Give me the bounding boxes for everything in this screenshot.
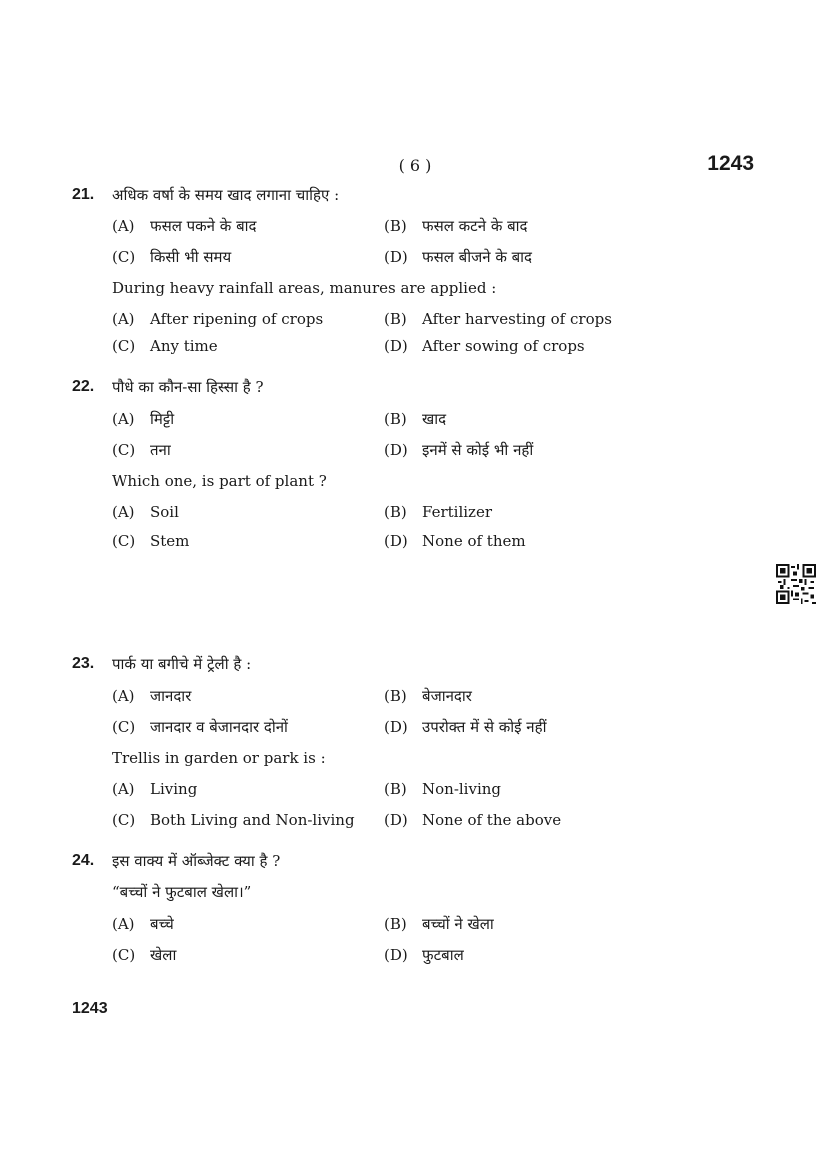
option-b-hindi xyxy=(384,409,446,429)
option-label: (D) xyxy=(384,946,408,964)
option-label: (A) xyxy=(112,915,135,933)
option-d-english xyxy=(384,531,526,551)
question-number: 22. xyxy=(72,378,95,395)
option-a-english xyxy=(112,502,179,522)
option-text: फसल पकने के बाद xyxy=(150,217,257,235)
option-label: (A) xyxy=(112,503,135,521)
paper-code-header: 1243 xyxy=(707,152,754,175)
option-c-hindi xyxy=(112,717,288,737)
option-label: (B) xyxy=(384,217,407,235)
option-b-hindi xyxy=(384,216,528,236)
option-label: (A) xyxy=(112,410,135,428)
option-text: खाद xyxy=(422,410,447,428)
option-text: खेला xyxy=(150,946,177,964)
option-d-hindi xyxy=(384,945,464,965)
option-label: (D) xyxy=(384,718,408,736)
option-text: Any time xyxy=(150,337,218,355)
option-label: (D) xyxy=(384,532,408,550)
option-text: Stem xyxy=(150,532,190,550)
option-label: (D) xyxy=(384,248,408,266)
option-c-hindi xyxy=(112,440,171,460)
option-text: After harvesting of crops xyxy=(422,310,612,328)
option-text: Living xyxy=(150,780,198,798)
option-text: Non-living xyxy=(422,780,502,798)
question-number: 21. xyxy=(72,186,95,203)
qr-code-icon xyxy=(776,564,816,604)
question-english: Which one, is part of plant ? xyxy=(112,472,327,490)
option-text: फसल कटने के बाद xyxy=(422,217,528,235)
option-d-hindi xyxy=(384,247,532,267)
option-b-english xyxy=(384,502,492,522)
option-label: (C) xyxy=(112,811,136,829)
option-label: (C) xyxy=(112,337,136,355)
option-c-english xyxy=(112,810,355,830)
option-text: Both Living and Non-living xyxy=(150,811,355,829)
question-number: 23. xyxy=(72,655,95,672)
option-a-english xyxy=(112,779,197,799)
question-hindi: पार्क या बगीचे में ट्रेली है : xyxy=(112,655,252,673)
option-text: बच्चों ने खेला xyxy=(422,915,494,933)
option-b-hindi xyxy=(384,914,494,934)
question-english: Trellis in garden or park is : xyxy=(112,749,326,767)
option-text: फसल बीजने के बाद xyxy=(422,248,533,266)
option-label: (D) xyxy=(384,811,408,829)
option-text: मिट्टी xyxy=(150,410,175,428)
option-a-hindi xyxy=(112,686,191,706)
option-text: जानदार xyxy=(150,687,192,705)
option-b-hindi xyxy=(384,686,472,706)
option-label: (B) xyxy=(384,410,407,428)
option-d-hindi xyxy=(384,440,533,460)
option-text: उपरोक्त में से कोई नहीं xyxy=(422,718,547,736)
option-c-hindi xyxy=(112,247,231,267)
option-label: (C) xyxy=(112,946,136,964)
option-label: (A) xyxy=(112,780,135,798)
option-label: (C) xyxy=(112,248,136,266)
option-label: (B) xyxy=(384,687,407,705)
option-text: जानदार व बेजानदार दोनों xyxy=(150,718,288,736)
option-a-english xyxy=(112,309,323,329)
option-label: (C) xyxy=(112,532,136,550)
option-a-hindi xyxy=(112,409,174,429)
option-text: None of them xyxy=(422,532,526,550)
question-english: During heavy rainfall areas, manures are applied : xyxy=(112,279,497,297)
option-text: After ripening of crops xyxy=(150,310,324,328)
paper-code-footer: 1243 xyxy=(72,1000,108,1017)
option-label: (A) xyxy=(112,687,135,705)
option-text: बेजानदार xyxy=(422,687,472,705)
option-label: (C) xyxy=(112,718,136,736)
option-label: (D) xyxy=(384,337,408,355)
option-b-english xyxy=(384,309,612,329)
question-hindi: अधिक वर्षा के समय खाद लगाना चाहिए : xyxy=(112,186,340,204)
option-a-hindi xyxy=(112,914,174,934)
option-d-english xyxy=(384,336,585,356)
option-label: (D) xyxy=(384,441,408,459)
option-a-hindi xyxy=(112,216,256,236)
option-label: (A) xyxy=(112,217,135,235)
option-c-english xyxy=(112,531,189,551)
option-label: (B) xyxy=(384,503,407,521)
page-number: ( 6 ) xyxy=(398,156,432,175)
option-text: किसी भी समय xyxy=(150,248,232,266)
question-quote: “बच्चों ने फुटबाल खेला।” xyxy=(112,883,252,901)
option-label: (B) xyxy=(384,915,407,933)
option-text: Soil xyxy=(150,503,179,521)
option-text: Fertilizer xyxy=(422,503,493,521)
option-d-hindi xyxy=(384,717,546,737)
question-hindi: पौधे का कौन-सा हिस्सा है ? xyxy=(112,378,264,396)
option-c-english xyxy=(112,336,218,356)
option-d-english xyxy=(384,810,561,830)
option-label: (A) xyxy=(112,310,135,328)
question-hindi: इस वाक्य में ऑब्जेक्ट क्या है ? xyxy=(112,852,281,870)
option-text: After sowing of crops xyxy=(422,337,585,355)
option-label: (B) xyxy=(384,310,407,328)
question-number: 24. xyxy=(72,852,95,869)
option-text: फुटबाल xyxy=(422,946,464,964)
option-text: बच्चे xyxy=(150,915,174,933)
option-label: (C) xyxy=(112,441,136,459)
option-text: इनमें से कोई भी नहीं xyxy=(422,441,534,459)
option-c-hindi xyxy=(112,945,176,965)
option-text: None of the above xyxy=(422,811,562,829)
option-label: (B) xyxy=(384,780,407,798)
option-text: तना xyxy=(150,441,171,459)
option-b-english xyxy=(384,779,501,799)
